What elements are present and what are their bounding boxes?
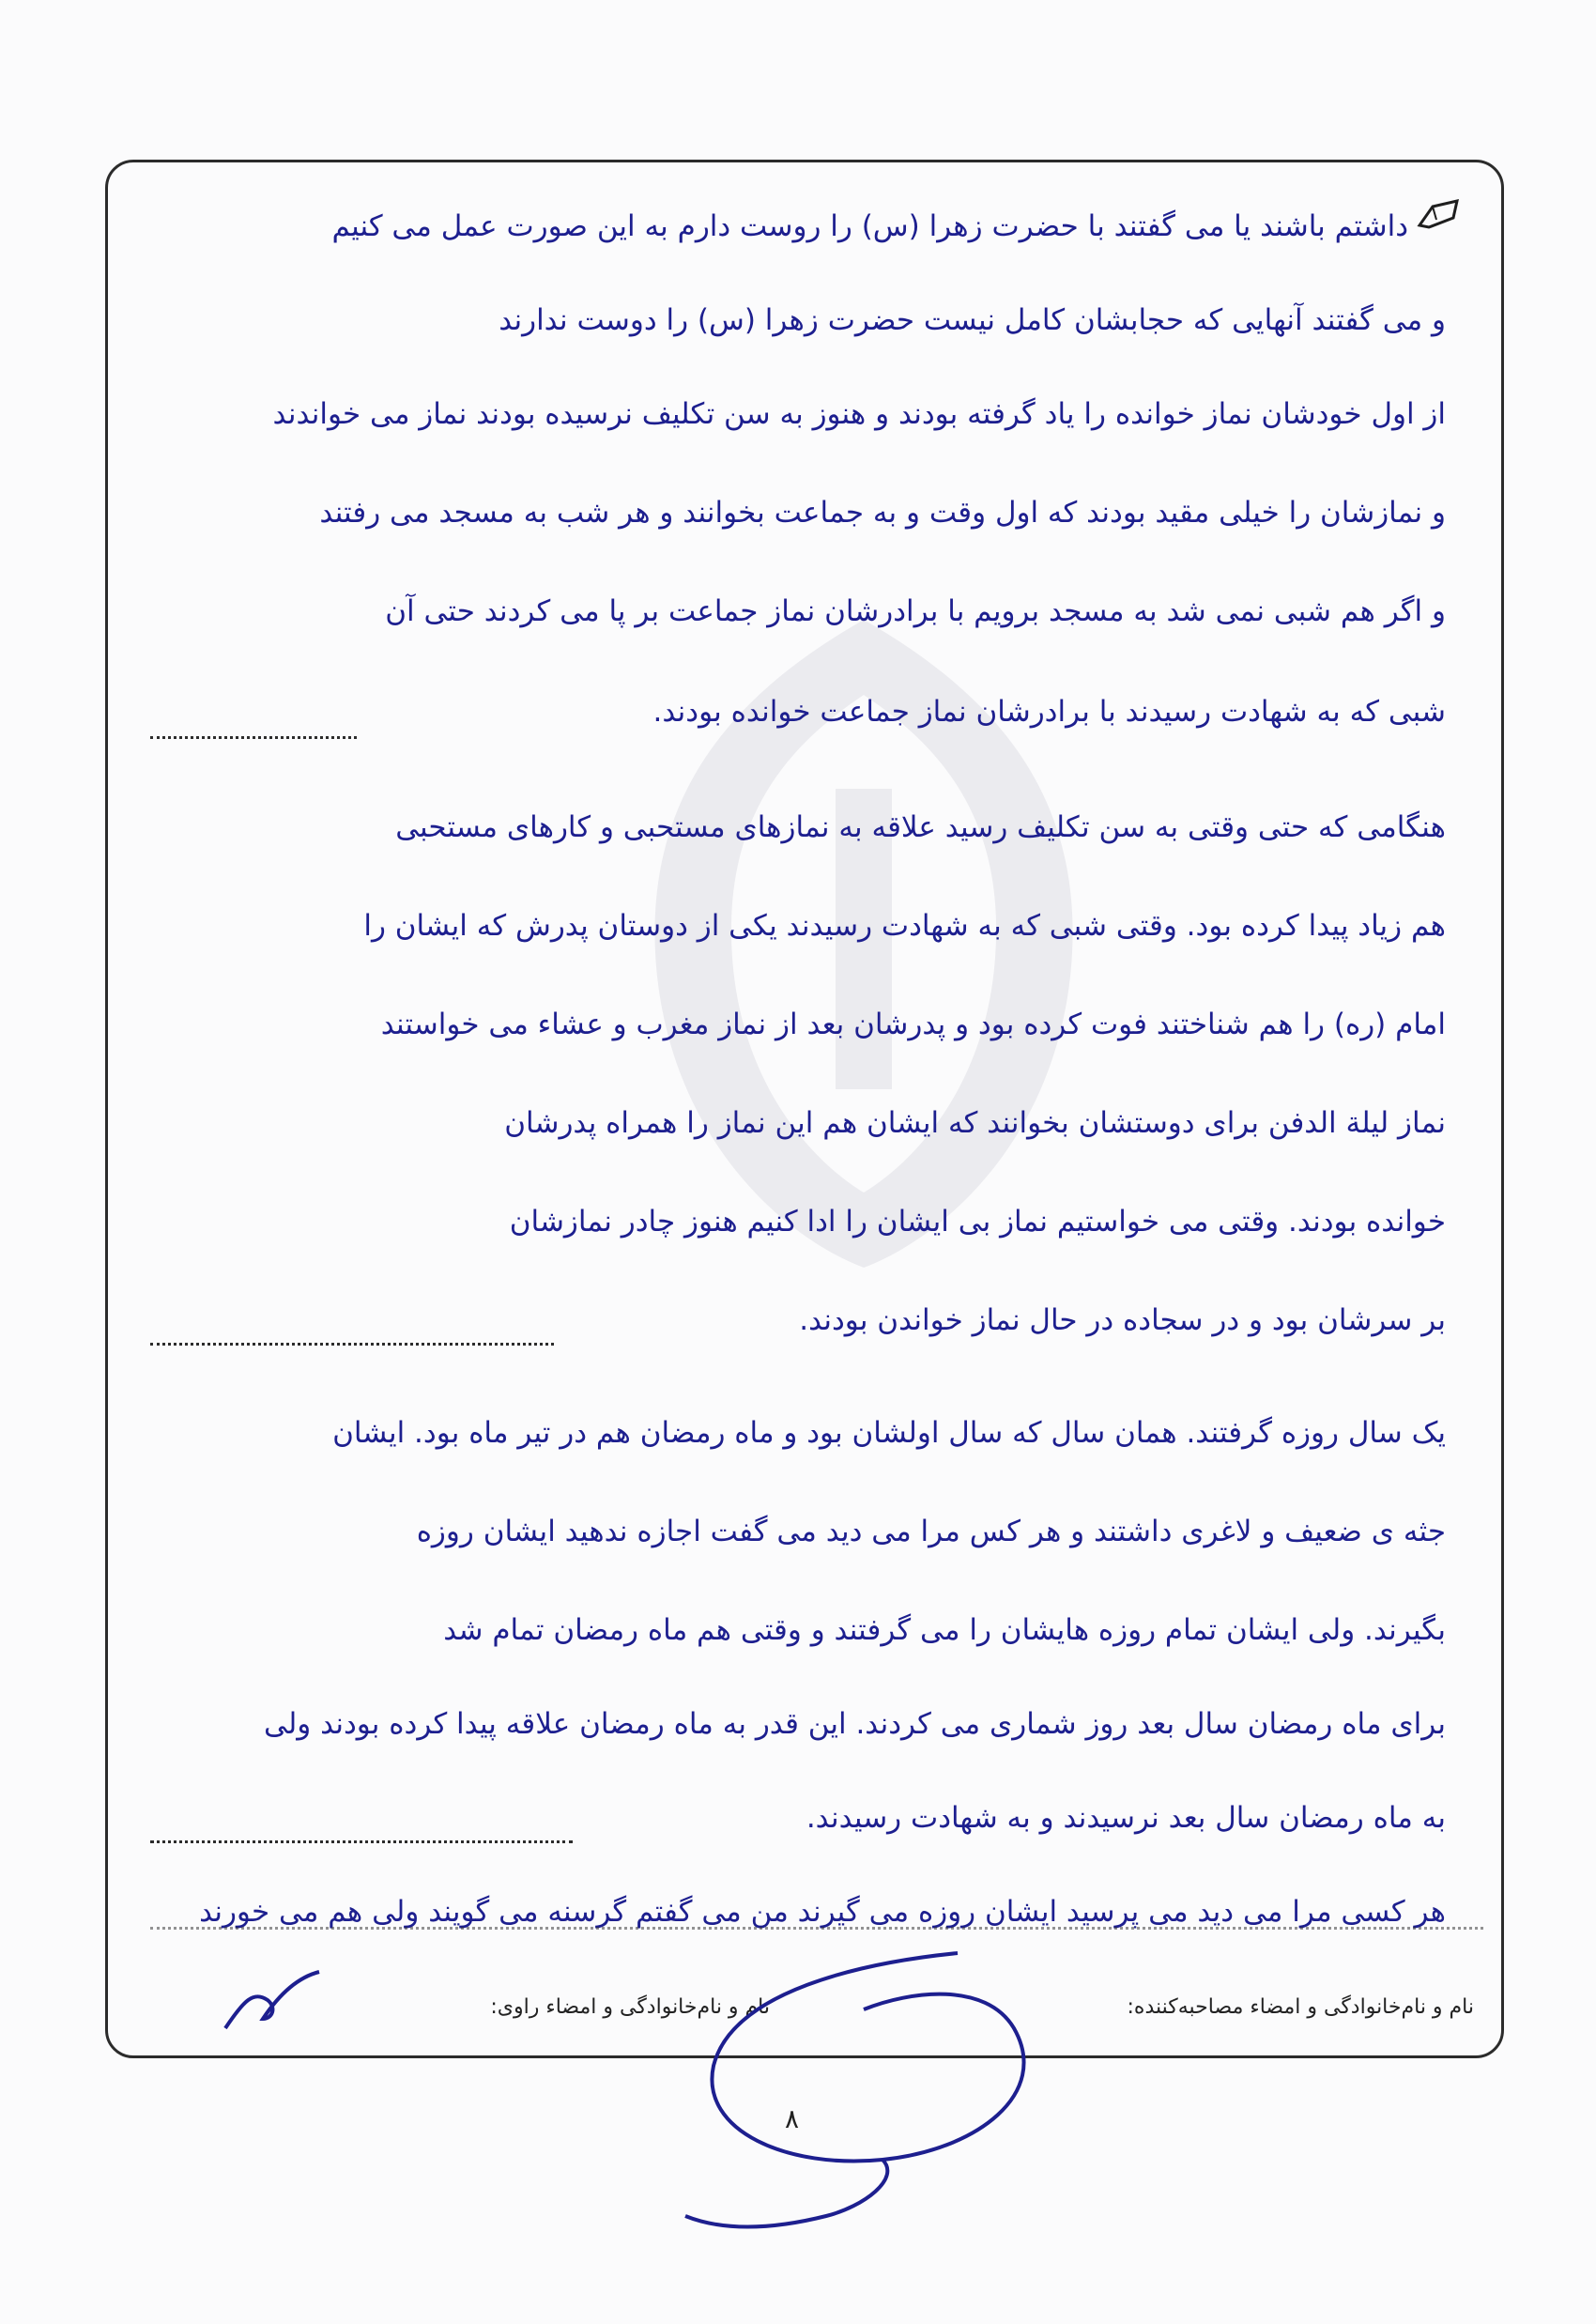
narrator-signature <box>216 1962 329 2038</box>
text-line: هنگامی که حتی وقتی به سن تکلیف رسید علاقه به نمازهای مستحبی و کارهای مستحبی <box>395 810 1446 844</box>
pen-icon <box>1416 197 1463 231</box>
text-line: به ماه رمضان سال بعد نرسیدند و به شهادت رسیدند. <box>806 1801 1446 1835</box>
text-line: امام (ره) را هم شناختند فوت کرده بود و پدرشان بعد از نماز مغرب و عشاء می خواستند <box>380 1008 1446 1041</box>
text-line: یک سال روزه گرفتند. همان سال که سال اولشان بود و ماه رمضان هم در تیر ماه بود. ایشان <box>332 1416 1446 1450</box>
text-line: داشتم باشند یا می گفتند با حضرت زهرا (س) را روست دارم به این صورت عمل می کنیم <box>331 209 1408 243</box>
text-line: هم زیاد پیدا کرده بود. وقتی شبی که به شهادت رسیدند یکی از دوستان پدرش که ایشان را <box>363 909 1446 943</box>
dotted-line <box>150 734 357 739</box>
page-number: ۸ <box>785 2103 800 2134</box>
dotted-line <box>150 1925 1483 1930</box>
text-line: و اگر هم شبی نمی شد به مسجد برویم با برادرشان نماز جماعت بر پا می کردند حتی آن <box>385 594 1446 628</box>
text-line: نماز لیلة الدفن برای دوستشان بخوانند که ایشان هم این نماز را همراه پدرشان <box>504 1106 1446 1140</box>
interviewer-signature <box>676 1934 1070 2244</box>
dotted-line <box>150 1839 573 1843</box>
text-line: شبی که به شهادت رسیدند با برادرشان نماز جماعت خوانده بودند. <box>652 695 1446 729</box>
text-line: هر کسی مرا می دید می پرسید ایشان روزه می گیرند من می گفتم گرسنه می گویند ولی هم می خورند <box>199 1895 1446 1929</box>
dotted-line <box>150 1341 554 1346</box>
text-line: خوانده بودند. وقتی می خواستیم نماز بی ایشان را ادا کنیم هنوز چادر نمازشان <box>509 1205 1446 1239</box>
text-line: برای ماه رمضان سال بعد روز شماری می کردند. این قدر به ماه رمضان علاقه پیدا کرده بودند ولی <box>263 1707 1446 1741</box>
text-line: جثه ی ضعیف و لاغری داشتند و هر کس مرا می دید می گفت اجازه ندهید ایشان روزه <box>416 1515 1446 1548</box>
text-line: و نمازشان را خیلی مقید بودند که اول وقت و به جماعت بخوانند و هر شب به مسجد می رفتند <box>319 496 1446 530</box>
interviewer-signature-label: نام و نام‌خانوادگی و امضاء مصاحبه‌کننده: <box>1127 1995 1474 2019</box>
text-line: و می گفتند آنهایی که حجابشان کامل نیست حضرت زهرا (س) را دوست ندارند <box>499 303 1446 337</box>
text-line: بگیرند. ولی ایشان تمام روزه هایشان را می گرفتند و وقتی هم ماه رمضان تمام شد <box>443 1613 1446 1647</box>
text-line: از اول خودشان نماز خوانده را یاد گرفته بودند و هنوز به سن تکلیف نرسیده بودند نماز می خواندند <box>272 397 1446 431</box>
narrator-signature-label: نام و نام‌خانوادگی و امضاء راوی: <box>490 1995 770 2019</box>
text-line: بر سرشان بود و در سجاده در حال نماز خواندن بودند. <box>799 1303 1446 1337</box>
